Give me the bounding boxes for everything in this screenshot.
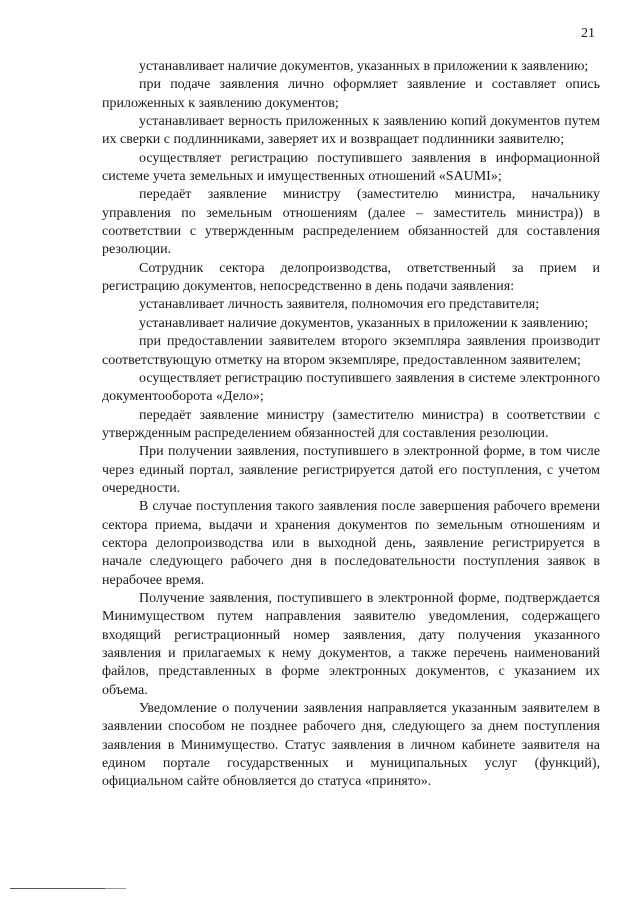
paragraph: В случае поступления такого заявления после завершения рабочего времени сектора приема, выдачи и хранения документов по земельным отношениям и сектора делопроизводства или в выходной день, заявление регистрируется в начале следующего рабочего дня в последовательности поступления заявок в нерабочее время. (102, 499, 600, 588)
document-body (102, 58, 600, 792)
paragraph: При получении заявления, поступившего в электронной форме, в том числе через единый портал, заявление регистрируется датой его поступления, с учетом очередности. (102, 444, 600, 496)
paragraph: устанавливает верность приложенных к заявлению копий документов путем их сверки с подлинниками, заверяет их и возвращает подлинники заявителю; (102, 114, 600, 148)
paragraph: Уведомление о получении заявления направляется указанным заявителем в заявлении способом не позднее рабочего дня, следующего за днем поступления заявления в Минимущество. Статус заявления в личном кабинете заявителя на едином портале государственных и муниципальных услуг (функций), официальном сайте обновляется до статуса «принято». (102, 701, 600, 790)
paragraph: при подаче заявления лично оформляет заявление и составляет опись приложенных к заявлению документов; (102, 77, 600, 111)
paragraph: устанавливает личность заявителя, полномочия его представителя; (139, 297, 540, 313)
paragraph: Получение заявления, поступившего в электронной форме, подтверждается Минимуществом путем направления заявителю уведомления, содержащего входящий регистрационный номер заявления, дату получения указанного заявления и прилагаемых к нему документов, а также перечень наименований файлов, представленных в форме электронных документов, с указанием их объема. (102, 590, 600, 698)
paragraph: устанавливает наличие документов, указанных в приложении к заявлению; (139, 315, 589, 331)
paragraph: передаёт заявление министру (заместителю министра) в соответствии с утвержденным распределением обязанностей для составления резолюции. (102, 407, 600, 441)
paragraph: передаёт заявление министру (заместителю министра, начальнику управления по земельным отношениям (далее – заместитель министра)) в соответствии с утвержденным распределением обязанностей для составления резолюции. (102, 187, 600, 258)
paragraph: осуществляет регистрацию поступившего заявления в системе электронного документооборота «Дело»; (102, 370, 600, 405)
paragraph: Сотрудник сектора делопроизводства, ответственный за прием и регистрацию документов, непосредственно в день подачи заявления: (102, 260, 600, 295)
page-number: 21 (581, 26, 595, 41)
paragraph: устанавливает наличие документов, указанных в приложении к заявлению; (139, 59, 589, 74)
paragraph: осуществляет регистрацию поступившего заявления в информационной системе учета земельных и имущественных отношений «SAUMI»; (102, 150, 600, 185)
paragraph: при предоставлении заявителем второго экземпляра заявления производит соответствующую отметку на втором экземпляре, предоставленном заявителем; (102, 334, 600, 368)
footnote-separator-line-tail (105, 888, 126, 889)
